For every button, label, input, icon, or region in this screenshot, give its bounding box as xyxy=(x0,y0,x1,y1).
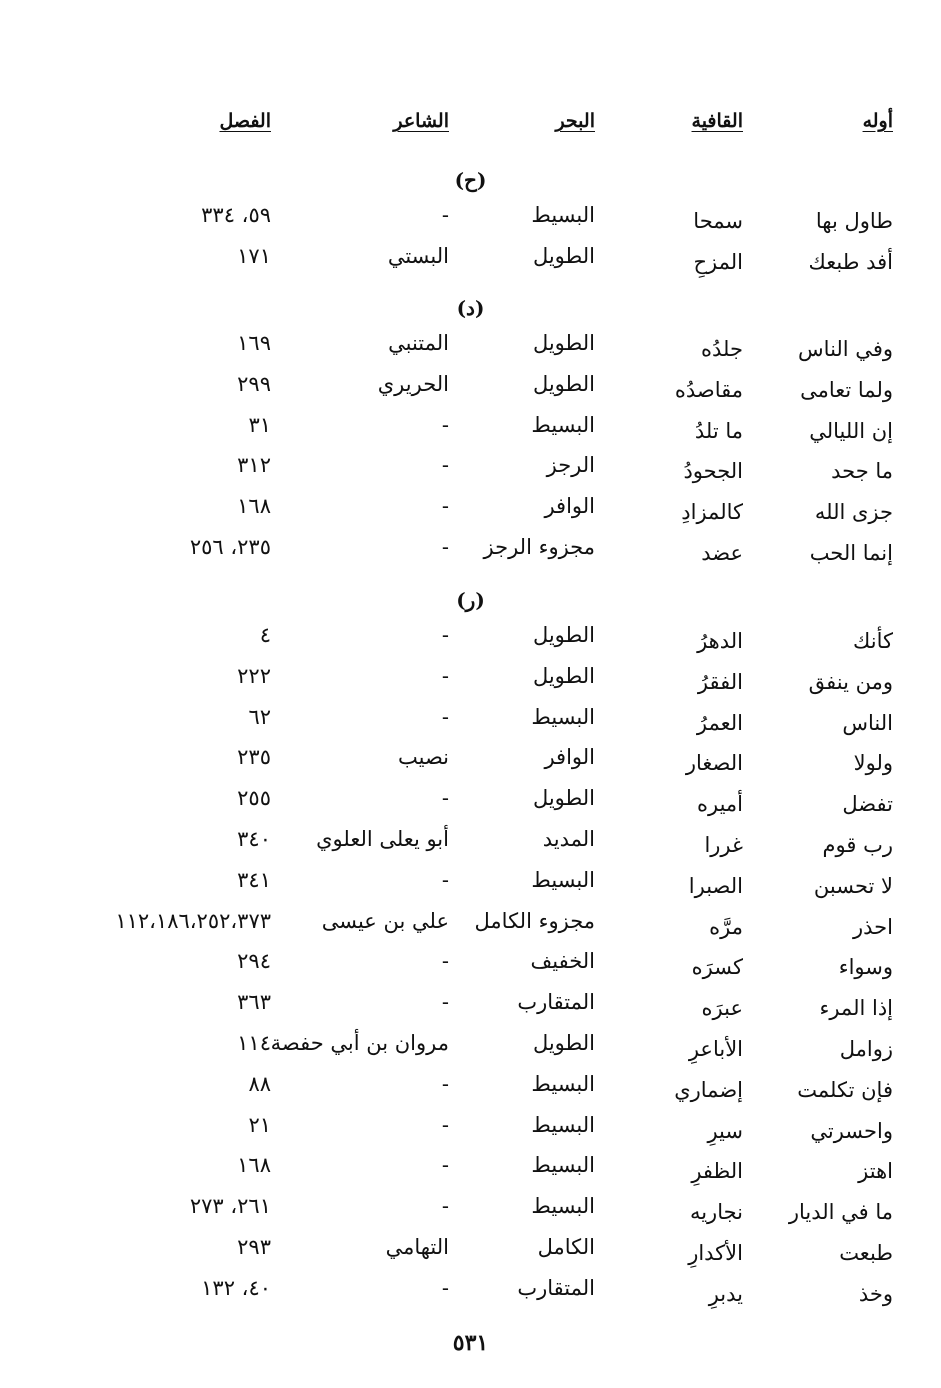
cell-section-ref: ٢٩٩ xyxy=(237,371,271,396)
cell-first-words: ما في الديار xyxy=(788,1200,893,1225)
table-row xyxy=(0,412,941,449)
cell-rhyme: يدبرِ xyxy=(708,1281,743,1306)
cell-poet: - xyxy=(441,1194,449,1219)
cell-first-words: ولولا xyxy=(853,751,893,776)
table-row xyxy=(0,788,941,822)
cell-meter: المديد xyxy=(542,827,595,851)
cell-rhyme: الدهرُ xyxy=(697,629,743,653)
cell-meter: البسيط xyxy=(531,867,595,892)
table-row xyxy=(0,371,941,408)
cell-section-ref: ٦٢ xyxy=(248,704,271,729)
cell-rhyme: أميره xyxy=(696,792,743,817)
table-row xyxy=(0,867,941,904)
cell-first-words: جزى الله xyxy=(814,500,893,525)
cell-first-words: فإن تكلمت xyxy=(797,1077,893,1102)
header-poet: الشاعر xyxy=(393,110,449,132)
table-header xyxy=(0,112,941,148)
cell-rhyme: عضد xyxy=(701,541,743,565)
cell-poet: نصيب xyxy=(397,745,449,770)
cell-meter: البسيط xyxy=(531,704,595,729)
table-row xyxy=(0,663,941,700)
cell-section-ref: ٢٢٢ xyxy=(237,663,271,688)
section-letter: (ح) xyxy=(454,168,487,192)
cell-meter: المتقارب xyxy=(517,1275,595,1300)
cell-meter: البسيط xyxy=(531,412,595,437)
cell-first-words: لا تحسبن xyxy=(813,873,893,898)
table-row xyxy=(0,1071,941,1108)
cell-section-ref: ٢٣٥ xyxy=(237,745,271,770)
table-row xyxy=(0,537,941,571)
cell-poet: - xyxy=(441,1153,449,1178)
table-row xyxy=(0,496,941,530)
cell-first-words: كأنك xyxy=(853,629,893,653)
cell-rhyme: الظفرِ xyxy=(691,1159,743,1184)
cell-first-words: زوامل xyxy=(839,1037,893,1061)
cell-rhyme: سيرِ xyxy=(707,1118,743,1143)
cell-first-words: أفد طبعك xyxy=(808,249,893,274)
cell-first-words: وفي الناس xyxy=(798,337,893,361)
cell-first-words: اهتز xyxy=(858,1159,893,1184)
cell-poet: - xyxy=(441,494,449,519)
cell-section-ref: ٢٩٣ xyxy=(237,1235,271,1259)
cell-first-words: طبعت xyxy=(839,1241,893,1265)
cell-first-words: ولما تعامى xyxy=(800,377,893,402)
table-row xyxy=(0,951,941,985)
cell-poet: أبو يعلى العلوي xyxy=(316,827,449,851)
cell-rhyme: الصبرا xyxy=(688,873,743,898)
cell-meter: البسيط xyxy=(531,203,595,227)
table-row xyxy=(0,747,941,781)
cell-first-words: ومن ينفق xyxy=(808,669,893,694)
cell-first-words: إنما الحب xyxy=(809,541,893,565)
cell-rhyme: كالمزادِ xyxy=(681,500,743,525)
cell-rhyme: عبرَه xyxy=(701,996,743,1021)
cell-section-ref: ٣٤٠ xyxy=(237,827,271,851)
cell-section-ref: ٤ xyxy=(259,623,271,647)
cell-first-words: طاول بها xyxy=(815,209,893,233)
cell-first-words: واحسرتي xyxy=(810,1118,893,1143)
cell-meter: البسيط xyxy=(531,1153,595,1178)
cell-rhyme: جلدُه xyxy=(701,337,743,361)
cell-meter: البسيط xyxy=(531,1112,595,1137)
cell-section-ref: ١١٢،١٨٦،٢٥٢،٣٧٣ xyxy=(115,908,271,933)
cell-first-words: ما جحد xyxy=(831,459,893,484)
header-rhyme: القافية xyxy=(691,110,743,132)
cell-meter: الطويل xyxy=(532,371,595,396)
cell-poet: - xyxy=(441,663,449,688)
cell-rhyme: الفقرُ xyxy=(697,669,743,694)
cell-section-ref: ١٦٨ xyxy=(237,494,271,519)
cell-first-words: إن الليالي xyxy=(809,418,893,443)
table-row xyxy=(0,1112,941,1149)
cell-section-ref: ٢٩٤ xyxy=(237,949,271,974)
cell-poet: مروان بن أبي حفصة xyxy=(270,1031,449,1055)
cell-meter: الكامل xyxy=(537,1235,595,1259)
cell-section-ref: ٤٠، ١٣٢ xyxy=(201,1275,271,1300)
cell-meter: المتقارب xyxy=(517,990,595,1015)
cell-meter: مجزوء الكامل xyxy=(474,908,595,933)
cell-poet: - xyxy=(441,412,449,437)
cell-first-words: احذر xyxy=(853,914,893,939)
cell-rhyme: مرَّه xyxy=(709,914,743,939)
cell-section-ref: ٢٦١، ٢٧٣ xyxy=(189,1194,271,1219)
cell-meter: الطويل xyxy=(532,786,595,811)
cell-rhyme: غررا xyxy=(704,833,743,857)
table-row xyxy=(0,829,941,863)
cell-section-ref: ١١٤ xyxy=(237,1031,271,1055)
cell-meter: الطويل xyxy=(532,243,595,268)
cell-section-ref: ٨٨ xyxy=(248,1071,271,1096)
cell-first-words: وخذ xyxy=(858,1281,893,1306)
cell-section-ref: ١٦٨ xyxy=(237,1153,271,1178)
cell-poet: - xyxy=(441,623,449,647)
table-row xyxy=(0,1275,941,1312)
cell-section-ref: ٣١٢ xyxy=(237,453,271,478)
cell-rhyme: الجحودُ xyxy=(683,459,743,484)
cell-poet: - xyxy=(441,867,449,892)
cell-rhyme: مقاصدُه xyxy=(674,377,743,402)
cell-poet: التهامي xyxy=(385,1235,449,1259)
table-row xyxy=(0,625,941,659)
cell-first-words: رب قوم xyxy=(822,833,893,857)
cell-meter: البسيط xyxy=(531,1071,595,1096)
cell-poet: - xyxy=(441,1112,449,1137)
cell-section-ref: ٢٣٥، ٢٥٦ xyxy=(189,535,271,559)
cell-section-ref: ٣١ xyxy=(248,412,271,437)
cell-poet: - xyxy=(441,535,449,559)
cell-meter: الطويل xyxy=(532,623,595,647)
cell-rhyme: نجاريه xyxy=(689,1200,743,1225)
table-row xyxy=(0,205,941,239)
cell-section-ref: ٣٦٣ xyxy=(237,990,271,1015)
cell-poet: - xyxy=(441,1275,449,1300)
cell-poet: - xyxy=(441,453,449,478)
cell-rhyme: كسرَه xyxy=(691,955,743,980)
cell-meter: الوافر xyxy=(544,494,595,519)
table-row xyxy=(0,333,941,367)
cell-poet: - xyxy=(441,203,449,227)
cell-poet: الحريري xyxy=(377,371,449,396)
cell-meter: الطويل xyxy=(532,663,595,688)
cell-first-words: إذا المرء xyxy=(819,996,893,1021)
cell-poet: البستي xyxy=(387,243,449,268)
table-row xyxy=(0,1237,941,1271)
cell-rhyme: إضماري xyxy=(674,1077,743,1102)
cell-first-words: تفضل xyxy=(842,792,893,817)
cell-poet: - xyxy=(441,990,449,1015)
cell-section-ref: ٢٥٥ xyxy=(237,786,271,811)
header-meter: البحر xyxy=(555,110,595,132)
table-row xyxy=(0,704,941,741)
cell-meter: الخفيف xyxy=(530,949,595,974)
cell-meter: الوافر xyxy=(544,745,595,770)
cell-rhyme: سمحا xyxy=(693,209,743,233)
cell-section-ref: ١٧١ xyxy=(237,243,271,268)
table-row xyxy=(0,1155,941,1189)
cell-section-ref: ١٦٩ xyxy=(237,331,271,355)
table-row xyxy=(0,908,941,945)
cell-meter: البسيط xyxy=(531,1194,595,1219)
cell-meter: مجزوء الرجز xyxy=(483,535,595,559)
cell-poet: - xyxy=(441,1071,449,1096)
cell-rhyme: الأباعرِ xyxy=(688,1037,743,1061)
cell-rhyme: العمرُ xyxy=(696,710,743,735)
cell-poet: - xyxy=(441,949,449,974)
cell-meter: الطويل xyxy=(532,331,595,355)
cell-section-ref: ٢١ xyxy=(248,1112,271,1137)
page-number: ٥٣١ xyxy=(452,1330,489,1356)
section-letter: (ر) xyxy=(456,588,485,612)
table-row xyxy=(0,243,941,280)
header-first-words: أوله xyxy=(862,110,893,132)
cell-rhyme: الأكدارِ xyxy=(688,1241,743,1265)
cell-section-ref: ٥٩، ٣٣٤ xyxy=(201,203,271,227)
cell-rhyme: المزحِ xyxy=(693,249,743,274)
table-row xyxy=(0,455,941,489)
header-section: الفصل xyxy=(219,110,271,132)
table-row xyxy=(0,1196,941,1230)
table-row xyxy=(0,992,941,1026)
cell-poet: - xyxy=(441,704,449,729)
cell-poet: علي بن عيسى xyxy=(321,908,449,933)
section-letter: (د) xyxy=(456,296,485,320)
cell-section-ref: ٣٤١ xyxy=(237,867,271,892)
cell-rhyme: الصغار xyxy=(685,751,743,776)
cell-poet: المتنبي xyxy=(388,331,449,355)
cell-rhyme: ما تلدُ xyxy=(694,418,743,443)
cell-poet: - xyxy=(441,786,449,811)
cell-meter: الطويل xyxy=(532,1031,595,1055)
cell-meter: الرجز xyxy=(546,453,595,478)
cell-first-words: وسواء xyxy=(838,955,893,980)
table-row xyxy=(0,1033,941,1067)
cell-first-words: الناس xyxy=(842,710,893,735)
